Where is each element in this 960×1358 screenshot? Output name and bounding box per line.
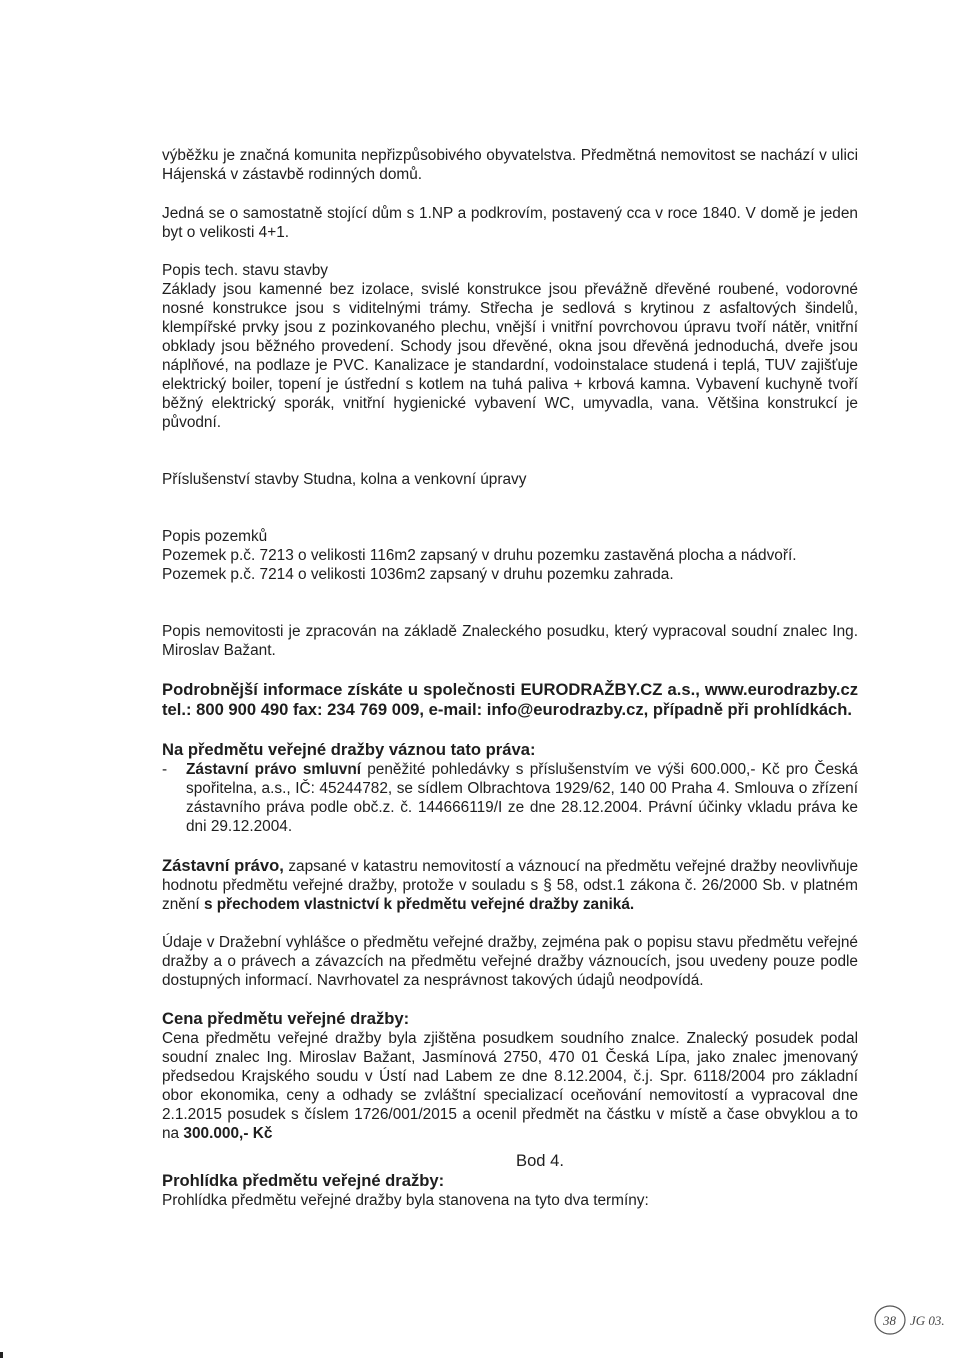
pledge-contract-details: peněžité pohledávky s příslušenstvím ve výši 600.000,- Kč pro Česká spořitelna, a.s., IČ: 45244782, se sídlem Olbrachtova 1929/62, 140 00 Praha 4. Smlouva o zřízení zástavního práva podle obč.z. č. 144666119/I ze dne 28.12.2004. Právní účinky vkladu práva ke dni 29.12.2004. — [186, 761, 858, 835]
price-description — [162, 1029, 858, 1143]
inspection-description: Prohlídka předmětu veřejné dražby byla stanovena na tyto dva termíny: — [162, 1192, 649, 1209]
rights-heading-text: Na předmětu veřejné dražby váznou tato práva: — [162, 740, 536, 759]
price-heading — [162, 1009, 858, 1029]
inspection-heading — [162, 1171, 858, 1191]
land-parcel-2: Pozemek p.č. 7214 o velikosti 1036m2 zapsaný v druhu pozemku zahrada. — [162, 566, 674, 583]
pledge-contract-label: Zástavní právo smluvní — [186, 761, 361, 778]
house-description: Jedná se o samostatně stojící dům s 1.NP a podkrovím, postavený cca v roce 1840. V domě je jeden byt o velikosti 4+1. — [162, 205, 858, 241]
rights-list-item — [162, 760, 858, 836]
appraisal-note: Popis nemovitosti je zpracován na základě Znaleckého posudku, který vypracoval soudní znalec Ing. Miroslav Bažant. — [162, 623, 858, 659]
scan-edge-mark — [0, 1352, 3, 1358]
handwritten-page-stamp — [872, 1298, 956, 1338]
inspection-heading-text: Prohlídka předmětu veřejné dražby: — [162, 1171, 445, 1190]
disclaimer-paragraph: Údaje v Dražební vyhlášce o předmětu veřejné dražby, zejména pak o popisu stavu předmětu veřejné dražby a o právech a závazcích na předmětu veřejné dražby váznoucích, jsou uvedeny pouze podle dostupných informací. Navrhovatel za nesprávnost takových údajů neodpovídá. — [162, 934, 858, 989]
price-description-text: Cena předmětu veřejné dražby byla zjištěna posudkem soudního znalce. Znalecký posudek podal soudní znalec Ing. Miroslav Bažant, Jasmínová 2750, 470 01 Česká Lípa, jako znalec jmenovaný předsedou Krajského soudu v Ústí nad Labem ze dne 8.12.2004, č.j. Spr. 6118/2004 pro základní obor ekonomika, ceny a odhady se zvláštní specializací oceňování nemovitostí a vypracoval dne 2.1.2015 posudek s číslem 1726/001/2015 a ocenil předmět na částku v místě a čase obvyklou a to na — [162, 1030, 858, 1142]
land-heading: Popis pozemků — [162, 528, 268, 545]
price-value: 300.000,- Kč — [183, 1125, 273, 1142]
land-parcel-1: Pozemek p.č. 7213 o velikosti 116m2 zapsaný v druhu pozemku zastavěná plocha a nádvoří. — [162, 547, 797, 564]
pledge-note — [162, 856, 858, 914]
pledge-note-text: zapsané v katastru nemovitostí a váznoucí na předmětu veřejné dražby neovlivňuje hodnotu předmětu veřejné dražby, protože v souladu s § 58, odst.1 zákona č. 26/2000 Sb. v platném znění — [162, 858, 859, 913]
rights-heading — [162, 740, 858, 760]
tech-state-description: Základy jsou kamenné bez izolace, svislé konstrukce jsou převážně dřevěné roubené, vodorovné nosné konstrukce jsou s viditelnými trámy. Střecha je sedlová s krytinou z asfaltových šindelů, klempířské prvky jsou z pozinkovaného plechu, vnější i vnitřní povrchovou úpravu tvoří nátěr, vnitřní obklady jsou běžného provedení. Schody jsou dřevěné, okna jsou dřevěná jednoduchá, dveře jsou náplňové, na podlaze je PVC. Kanalizace je standardní, vodoinstalace studená i teplá, TUV zajišťuje elektrický boiler, topení je ústřední s kotlem na tuhá paliva + krbová kamna. Vybavení kuchyně tvoří běžný elektrický sporák, vnitřní hygienické vybavení WC, umyvadla, vana. Většina konstrukcí je původní. — [162, 281, 858, 431]
price-heading-text: Cena předmětu veřejné dražby: — [162, 1009, 410, 1028]
list-dash: - — [162, 761, 168, 778]
section-number: Bod 4. — [516, 1151, 564, 1170]
stamp-note: JG 03. — [910, 1313, 945, 1328]
document-body — [162, 146, 858, 1210]
pledge-note-conclusion: s přechodem vlastnictví k předmětu veřejné dražby zaniká. — [203, 896, 635, 913]
contact-info — [162, 680, 858, 720]
stamp-number: 38 — [883, 1313, 896, 1328]
accessories-line: Příslušenství stavby Studna, kolna a venkovní úpravy — [162, 471, 527, 488]
contact-info-text: Podrobnější informace získáte u společnosti EURODRAŽBY.CZ a.s., www.eurodrazby.cz tel.: 800 900 490 fax: 234 769 009, e-mail: info@eurodrazby.cz, případně při prohlídkách. — [162, 680, 858, 719]
pledge-note-label: Zástavní právo, — [162, 856, 284, 875]
intro-paragraph: výběžku je značná komunita nepřizpůsobivého obyvatelstva. Předmětná nemovitost se nachází v ulici Hájenská v zástavbě rodinných domů. — [162, 147, 858, 183]
tech-state-heading: Popis tech. stavu stavby — [162, 262, 328, 279]
